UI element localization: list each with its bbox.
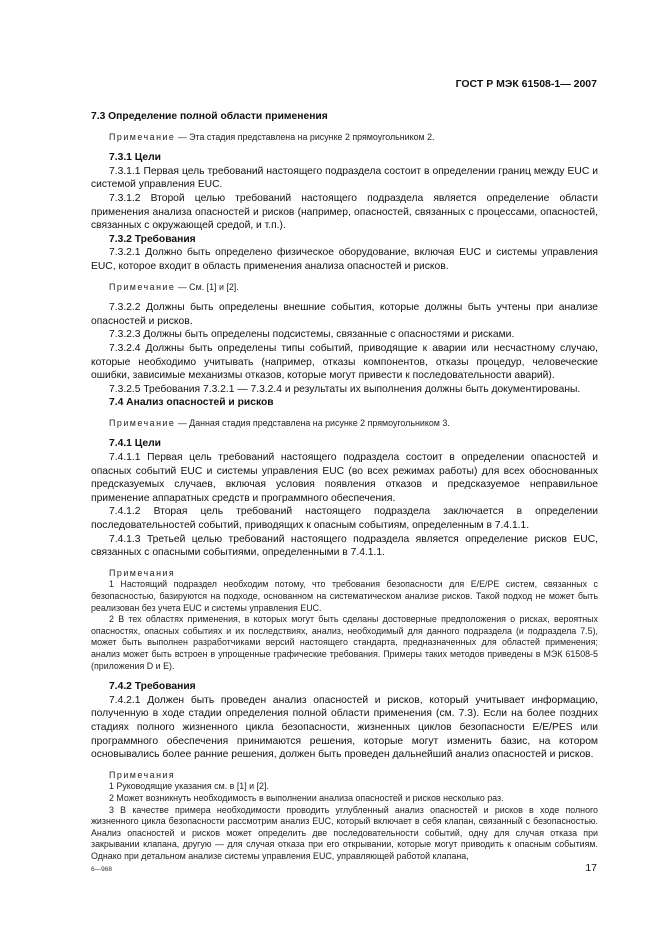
subsection-heading: 7.3.1 Цели [109,152,162,164]
section-heading: 7.4 Анализ опасностей и рисков [109,397,274,409]
note-text: — Данная стадия представлена на рисунке 2 прямоугольником 3. [175,417,450,428]
note-item: 3 В качестве примера необходимости проводить углубленный анализ опасностей и рисков в ходе полного жизненного цикла безопасности рассмотрим анализ EUC, который включает в себя клапан, связанный с безопасностью. Анализ опасностей и рисков может определить две последовательности событий, одну для случая отказа при закрывании клапана, другую — для случая отказа при его открывании, которые могут приводить к опасным событиям. Однако при детальном анализе системы управления EUC, управляющей работой клапана, [91,804,598,861]
document-header: ГОСТ Р МЭК 61508-1— 2007 [455,78,597,90]
note-label: Примечание [109,417,176,428]
note-item: 1 Настоящий подраздел необходим потому, что требования безопасности для E/E/PE систем, связанных с безопасностью, базируются на подходе, основанном на систематическом анализе рисков. Такой подход не может быть реализован без учета EUC и системы управления EUC. [91,579,598,613]
note-text: — Эта стадия представлена на рисунке 2 прямоугольником 2. [175,131,435,142]
section-heading: 7.3 Определение полной области применения [91,111,328,122]
paragraph: 7.3.1.2 Второй целью требований настоящего подраздела является определение области применения анализа опасностей и рисков (например, опасностей, связанных с процессами, опасностей, связанных с окружающей средой, и т.п.). [91,192,598,232]
paragraph: 7.4.1.1 Первая цель требований настоящего подраздела состоит в определении опасностей и опасных событий EUC и системы управления EUC (во всех режимах работы) для всех обоснованных предсказуемых случаев, включая условия появления отказов и предсказуемое неправильное применение аппаратных средств и программного обеспечения. [91,452,598,504]
paragraph: 7.3.2.1 Должно быть определено физическое оборудование, включая EUC и системы управления EUC, которое входит в область применения анализа опасностей и рисков. [91,247,598,272]
note-item: 2 В тех областях применения, в которых могут быть сделаны достоверные предположения о рисках, вероятных опасностях, опасных событиях и их последствиях, анализ, необходимый для данного подраздела (и подраздела 7.5), может быть выполнен разработчиками версий настоящего стандарта, предназначенных для областей применения; анализ может быть встроен в упрощенные графические требования. Примеры таких методов приведены в МЭК 61508-5 (приложения D и E). [91,614,598,671]
paragraph: 7.3.2.5 Требования 7.3.2.1 — 7.3.2.4 и результаты их выполнения должны быть документированы. [109,383,581,395]
note [91,418,598,430]
note-item: 1 Руководящие указания см. в [1] и [2]. [109,781,269,792]
paragraph: 7.3.2.4 Должны быть определены типы событий, приводящие к аварии или несчастному случаю, которые необходимо учитывать (например, отказы компонентов, отказы процедур, человеческие ошибки, зависимые механизмы отказов, которые могут привести к последовательности аварий). [91,342,598,382]
subsection-heading: 7.4.2 Требования [109,681,196,693]
paragraph: 7.3.1.1 Первая цель требований настоящего подраздела состоит в определении границ между EUC и системой управления EUC. [91,165,598,191]
note-label: Примечание [109,131,176,142]
paragraph: 7.4.2.1 Должен быть проведен анализ опасностей и рисков, который учитывает информацию, полученную в ходе стадии определения полной области применения (см. 7.3). Если на более поздних стадиях полного жизненного цикла безопасности, жизненных циклов безопасности E/E/PES или программного обеспечения принимаются решения, которые могут изменить базис, на котором основывались более ранние решения, должен быть проведен дальнейший анализ опасностей и рисков. [91,694,598,761]
paragraph: 7.4.1.3 Третьей целью требований настоящего подраздела является определение рисков EUC, связанных с опасными событиями, определенными в 7.4.1.1. [91,533,598,559]
print-code: 6—968 [91,866,112,873]
note-text: — См. [1] и [2]. [175,281,239,292]
note [91,132,598,144]
notes-label: Примечания [109,769,176,780]
note [91,282,598,294]
note-item: 2 Может возникнуть необходимость в выполнении анализа опасностей и рисков несколько раз. [109,792,504,803]
paragraph: 7.4.1.2 Вторая цель требований настоящего подраздела заключается в определении последовательностей событий, приводящих к опасным событиям, определенным в 7.4.1.1. [91,506,598,532]
paragraph: 7.3.2.3 Должны быть определены подсистемы, связанные с опасностями и рисками. [109,329,515,341]
subsection-heading: 7.4.1 Цели [109,438,162,450]
notes-label: Примечания [109,567,176,578]
note-label: Примечание [109,281,176,292]
document-body [91,110,598,862]
paragraph: 7.3.2.2 Должны быть определены внешние события, которые должны быть учтены при анализе опасностей и рисков. [91,302,598,327]
page-number: 17 [585,862,597,874]
subsection-heading: 7.3.2 Требования [109,233,196,245]
